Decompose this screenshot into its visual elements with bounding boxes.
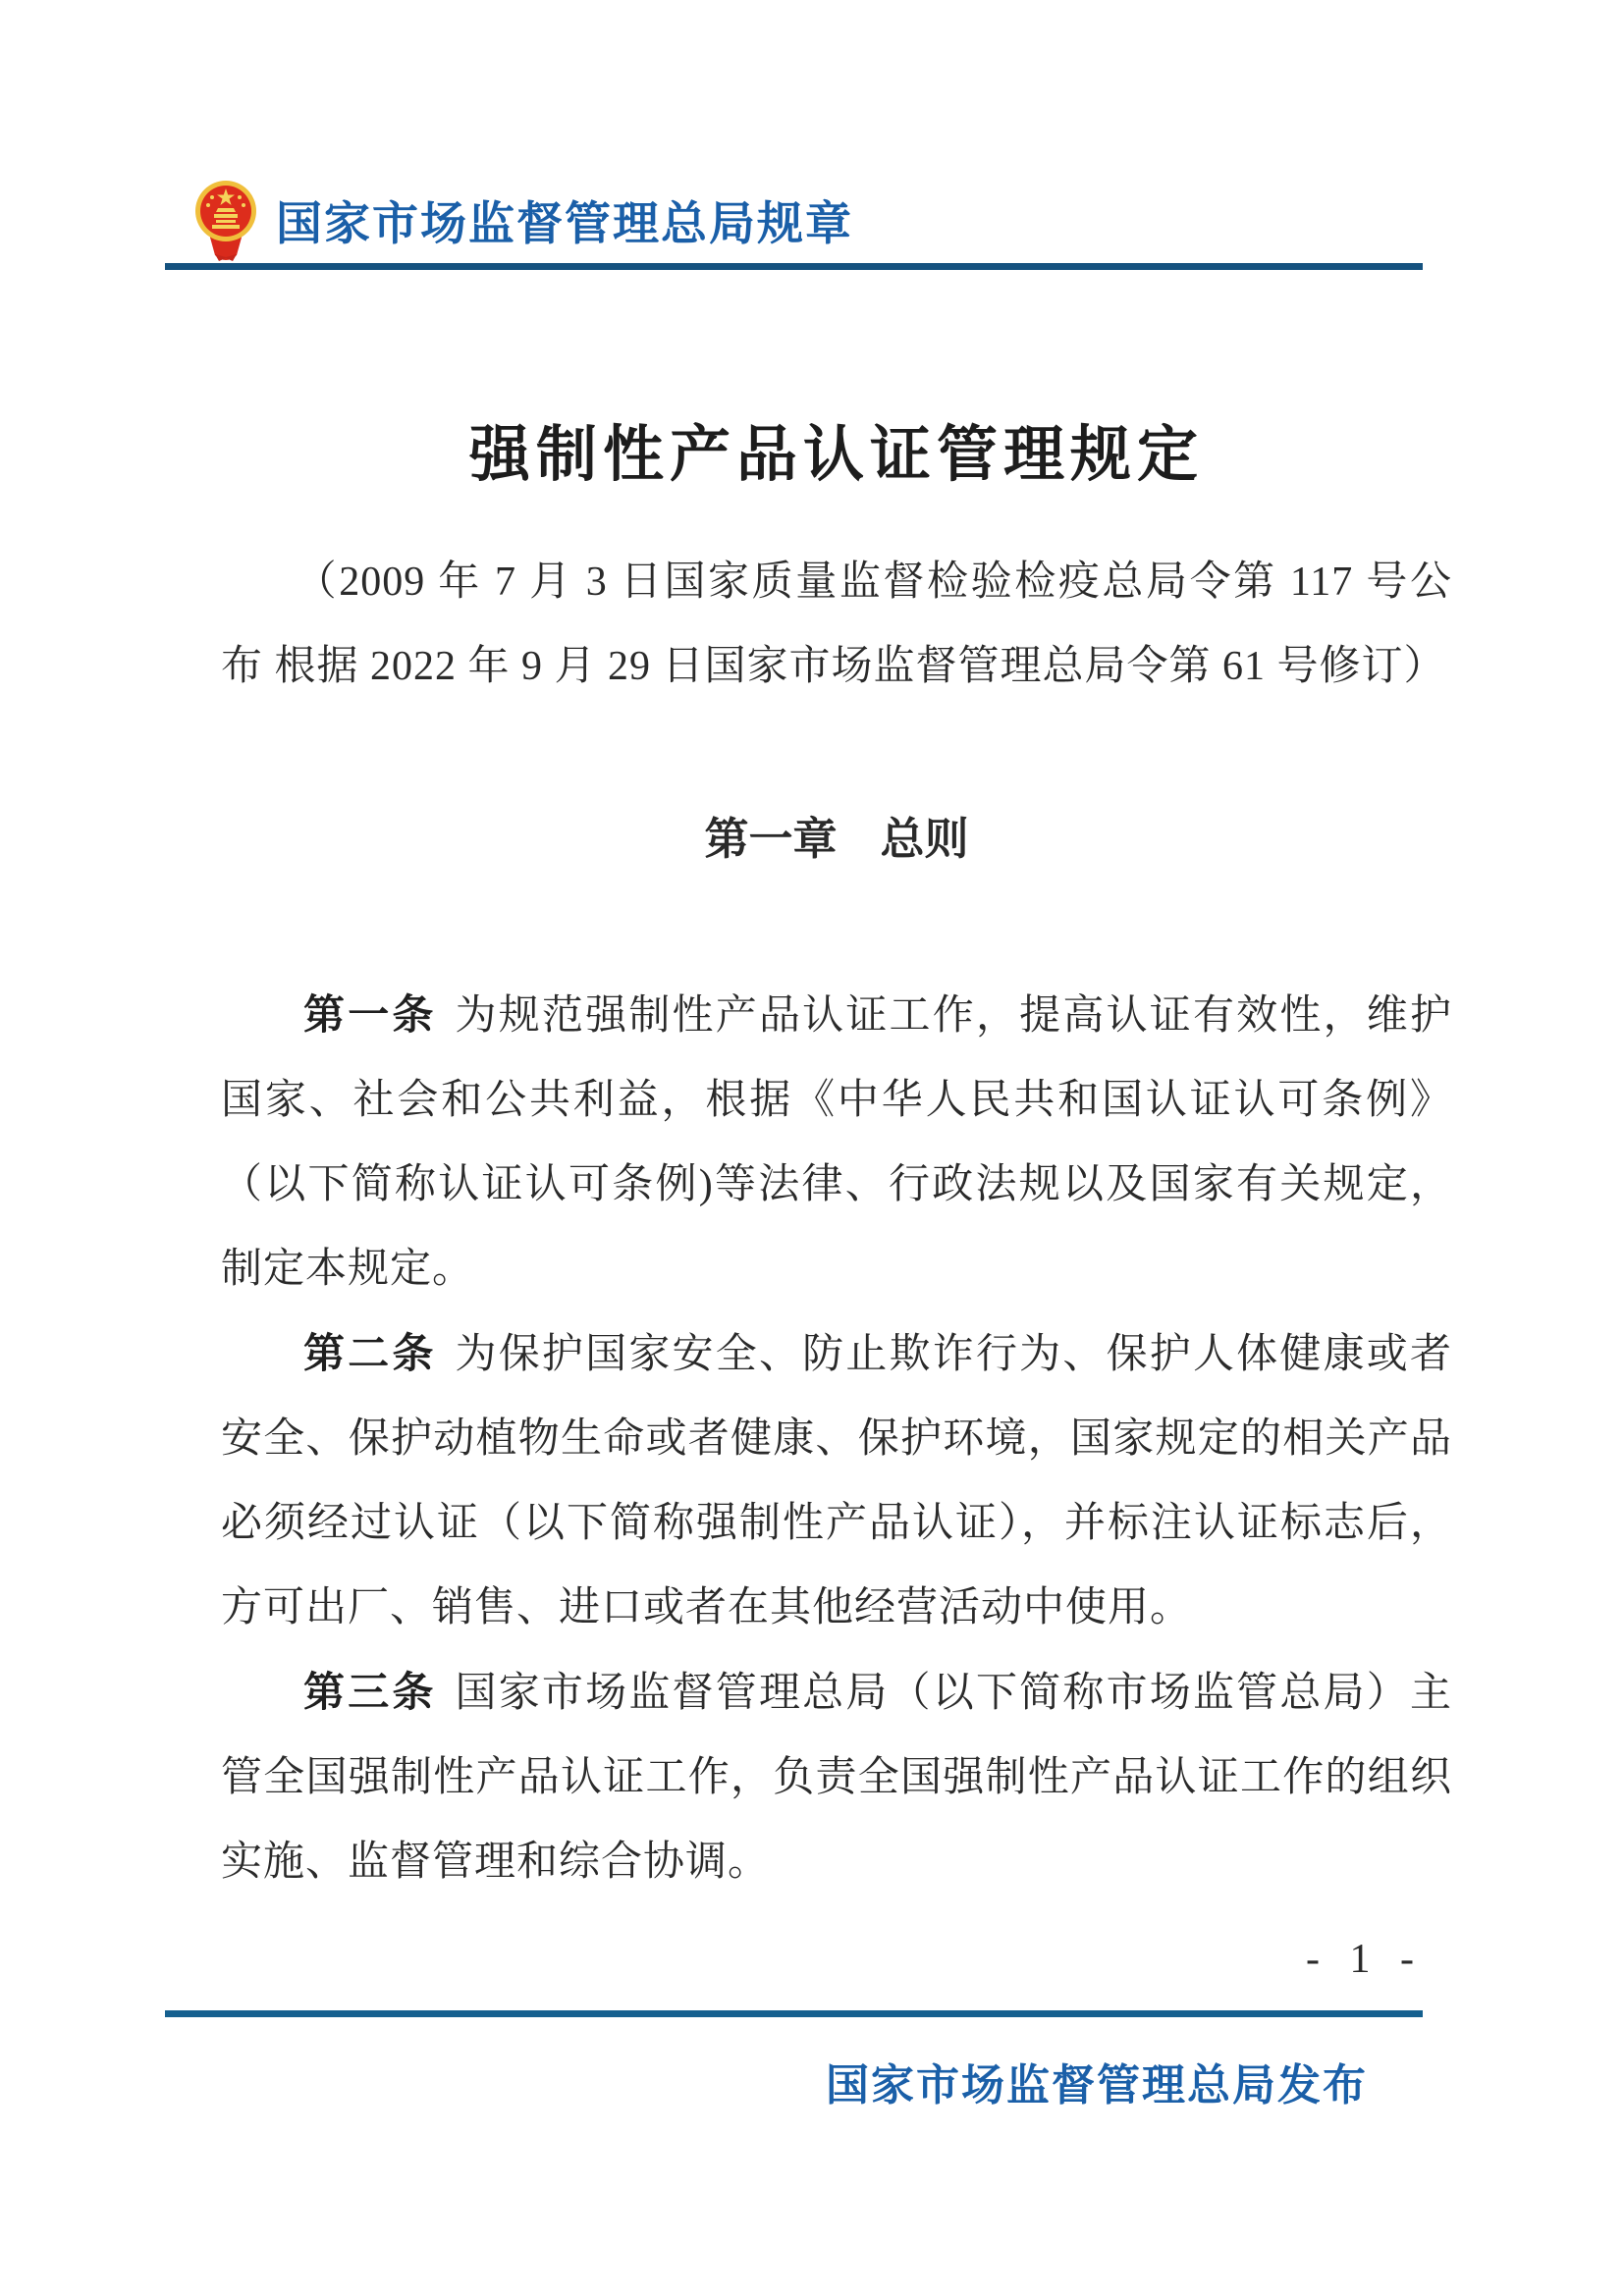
chapter-heading <box>221 797 1452 881</box>
article-1 <box>221 973 1452 1311</box>
publication-note: （2009 年 7 月 3 日国家质量监督检验检疫总局令第 117 号公布 根据 2022 年 9 月 29 日国家市场监督管理总局令第 61 号修订） <box>221 560 1452 689</box>
article-1-number: 第一条 <box>303 991 437 1038</box>
footer-publisher-label: 国家市场监督管理总局发布 <box>826 2061 1368 2109</box>
articles-block <box>221 973 1452 1904</box>
article-1-text: 为规范强制性产品认证工作，提高认证有效性，维护国家、社会和公共利益，根据《中华人民共和国认证认可条例》（以下简称认证认可条例)等法律、行政法规以及国家有关规定，制定本规定。 <box>221 993 1452 1292</box>
document-title: 强制性产品认证管理规定 <box>468 422 1204 489</box>
article-3-text: 国家市场监督管理总局（以下简称市场监管总局）主管全国强制性产品认证工作，负责全国强制性产品认证工作的组织实施、监督管理和综合协调。 <box>221 1671 1452 1885</box>
article-3-number: 第三条 <box>303 1669 437 1715</box>
article-2-text: 为保护国家安全、防止欺诈行为、保护人体健康或者安全、保护动植物生命或者健康、保护环境，国家规定的相关产品必须经过认证（以下简称强制性产品认证），并标注认证标志后，方可出厂、销售、进口或者在其他经营活动中使用。 <box>221 1332 1452 1630</box>
header-agency-label: 国家市场监督管理总局规章 <box>276 196 853 249</box>
article-2-number: 第二条 <box>303 1330 437 1376</box>
chapter-number: 第一章 <box>704 814 838 864</box>
footer-rule <box>165 2010 1423 2017</box>
chapter-name: 总则 <box>880 814 969 864</box>
article-3 <box>221 1650 1452 1904</box>
document-content <box>221 0 1452 1904</box>
page-number: - 1 - <box>1306 1937 1424 1982</box>
article-2 <box>221 1311 1452 1650</box>
